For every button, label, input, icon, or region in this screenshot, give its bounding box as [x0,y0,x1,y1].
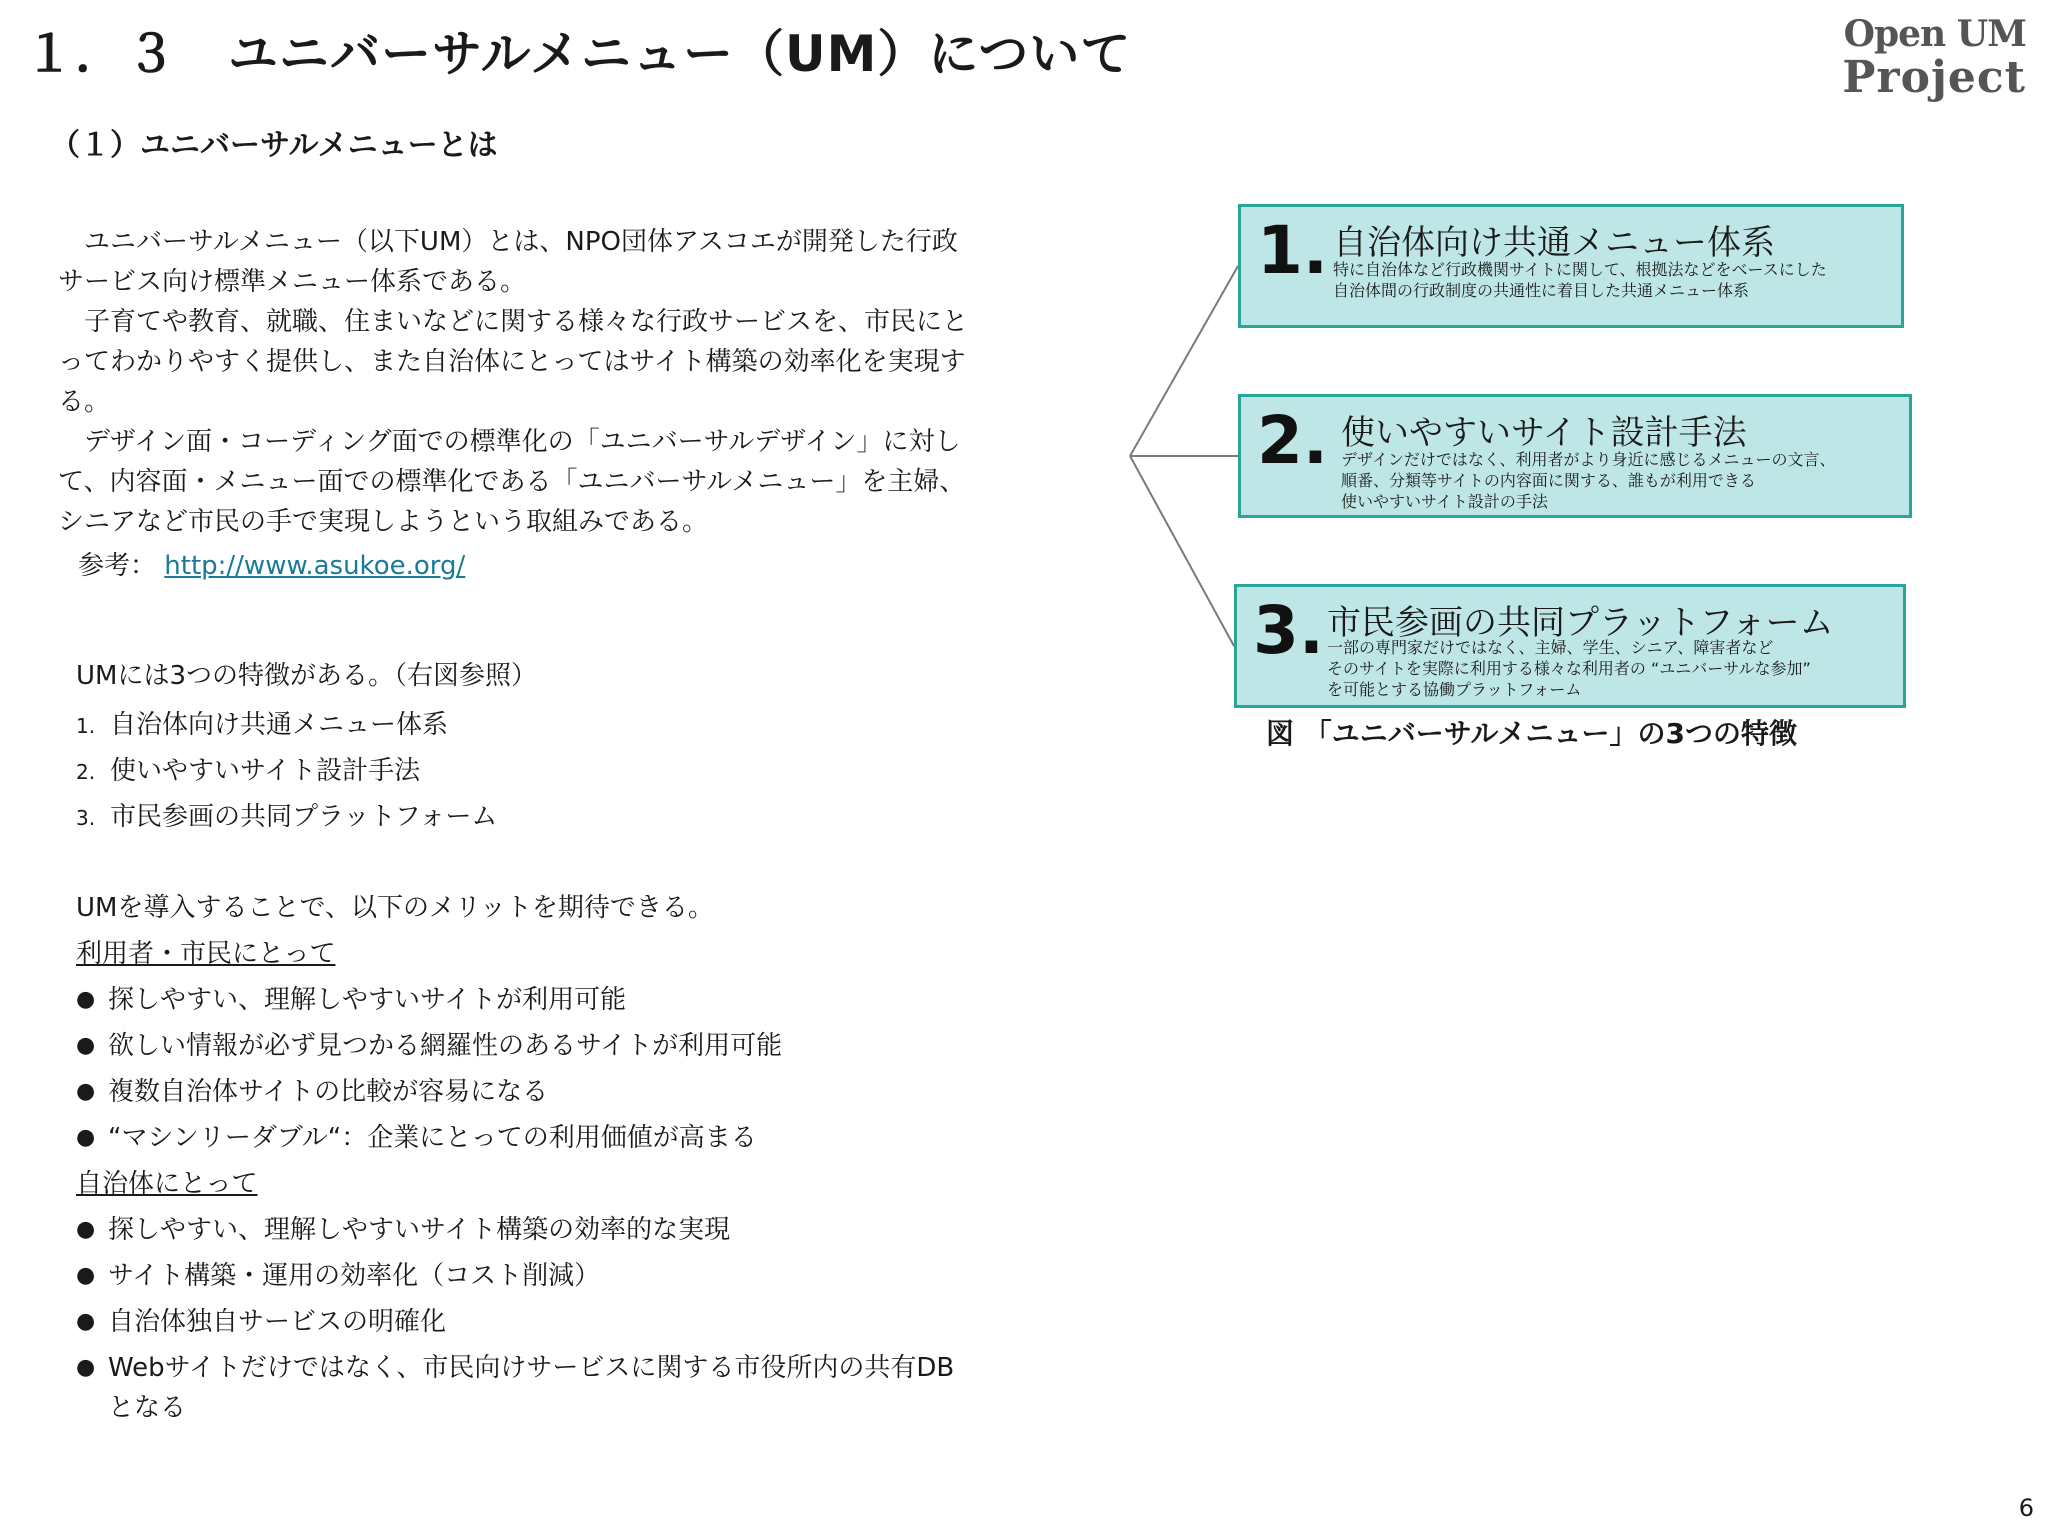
feature-box-number: 3. [1253,592,1324,669]
description-line: そのサイトを実際に利用する様々な利用者の “ユニバーサルな参加” [1327,659,1811,678]
bullet-dot-icon: ● [76,1217,96,1242]
merit-text: 欲しい情報が必ず見つかる網羅性のあるサイトが利用可能 [108,1031,783,1061]
merits-intro: UMを導入することで、以下のメリットを期待できる。 [76,893,714,923]
intro-body [58,222,978,586]
figure-caption: 図 「ユニバーサルメニュー」の3つの特徴 [1266,717,1797,750]
description-line: 順番、分類等サイトの内容面に関する、誰もが利用できる [1341,471,1756,490]
logo-line-2: Project [1842,52,2026,103]
feature-box-description [1341,449,1836,512]
bullet-dot-icon: ● [76,1309,96,1334]
merit-bullet [76,1118,956,1164]
feature-item [76,796,537,842]
reference-link[interactable]: http://www.asukoe.org/ [164,551,466,581]
merit-bullet [76,980,956,1026]
bullet-dot-icon: ● [76,1079,96,1104]
feature-number: 3. [76,806,96,830]
bullet-dot-icon: ● [76,1033,96,1058]
description-line: デザインだけではなく、利用者がより身近に感じるメニューの文言、 [1341,450,1836,469]
merit-bullet [76,1210,956,1256]
connector-line-1 [1130,266,1238,456]
feature-box-2 [1238,394,1912,518]
merit-text: 複数自治体サイトの比較が容易になる [108,1077,549,1107]
connector-line-3 [1130,456,1234,646]
feature-box-title: 自治体向け共通メニュー体系 [1333,223,1775,263]
merit-text: 自治体独自サービスの明確化 [108,1307,447,1337]
description-line: 一部の専門家だけではなく、主婦、学生、シニア、障害者など [1327,638,1774,657]
description-line: 使いやすいサイト設計の手法 [1341,492,1548,511]
feature-box-number: 1. [1257,212,1328,289]
merits-section [76,888,956,1428]
section-subtitle: （１）ユニバーサルメニューとは [50,128,498,163]
reference-line [58,546,978,586]
merits-group-heading-municipalities: 自治体にとって [76,1169,258,1199]
bullet-dot-icon: ● [76,987,96,1012]
intro-paragraph-2: 子育てや教育、就職、住まいなどに関する様々な行政サービスを、市民にとってわかりやすく提供し、また自治体にとってはサイト構築の効率化を実現する。 [58,307,969,417]
feature-text: 自治体向け共通メニュー体系 [110,710,449,740]
bullet-dot-icon: ● [76,1263,96,1288]
intro-paragraph-3: デザイン面・コーディング面での標準化の「ユニバーサルデザイン」に対して、内容面・メニュー面での標準化である「ユニバーサルメニュー」を主婦、シニアなど市民の手で実現しようという取組みである。 [58,427,966,537]
merit-text: Webサイトだけではなく、市民向けサービスに関する市役所内の共有DBとなる [108,1353,955,1423]
feature-box-1 [1238,204,1904,328]
merit-bullet [76,1348,956,1428]
feature-number: 1. [76,714,96,738]
feature-box-3 [1234,584,1906,708]
feature-text: 市民参画の共同プラットフォーム [110,802,498,832]
description-line: を可能とする協働プラットフォーム [1327,680,1582,699]
feature-box-number: 2. [1257,402,1328,479]
logo-line-1: Open UM [1843,13,2026,55]
bullet-dot-icon: ● [76,1125,96,1150]
merit-bullet [76,1026,956,1072]
merits-group-heading-citizens: 利用者・市民にとって [76,939,336,969]
merit-text: “マシンリーダブル“：企業にとっての利用価値が高まる [108,1123,757,1153]
feature-box-description [1327,637,1811,700]
feature-box-description [1333,259,1827,301]
features-list [76,656,537,842]
feature-box-title: 市民参画の共同プラットフォーム [1327,603,1834,643]
feature-item [76,704,537,750]
merit-bullet [76,1072,956,1118]
merit-text: サイト構築・運用の効率化（コスト削減） [108,1261,601,1291]
bullet-dot-icon: ● [76,1355,96,1380]
merit-text: 探しやすい、理解しやすいサイト構築の効率的な実現 [108,1215,731,1245]
merit-bullet [76,1302,956,1348]
merit-bullet [76,1256,956,1302]
page-title: １．３ ユニバーサルメニュー（UM）について [24,25,1132,83]
page-number: 6 [2018,1494,2034,1522]
reference-label: 参考： [78,551,157,581]
description-line: 特に自治体など行政機関サイトに関して、根拠法などをベースにした [1333,260,1827,279]
features-intro: UMには3つの特徴がある。（右図参照） [76,661,538,691]
description-line: 自治体間の行政制度の共通性に着目した共通メニュー体系 [1333,281,1750,300]
open-um-project-logo [1842,12,2026,103]
feature-text: 使いやすいサイト設計手法 [110,756,421,786]
feature-box-title: 使いやすいサイト設計手法 [1341,413,1747,453]
feature-number: 2. [76,760,96,784]
merit-text: 探しやすい、理解しやすいサイトが利用可能 [108,985,627,1015]
intro-paragraph-1: ユニバーサルメニュー（以下UM）とは、NPO団体アスコエが開発した行政サービス向け標準メニュー体系である。 [58,227,958,297]
feature-item [76,750,537,796]
